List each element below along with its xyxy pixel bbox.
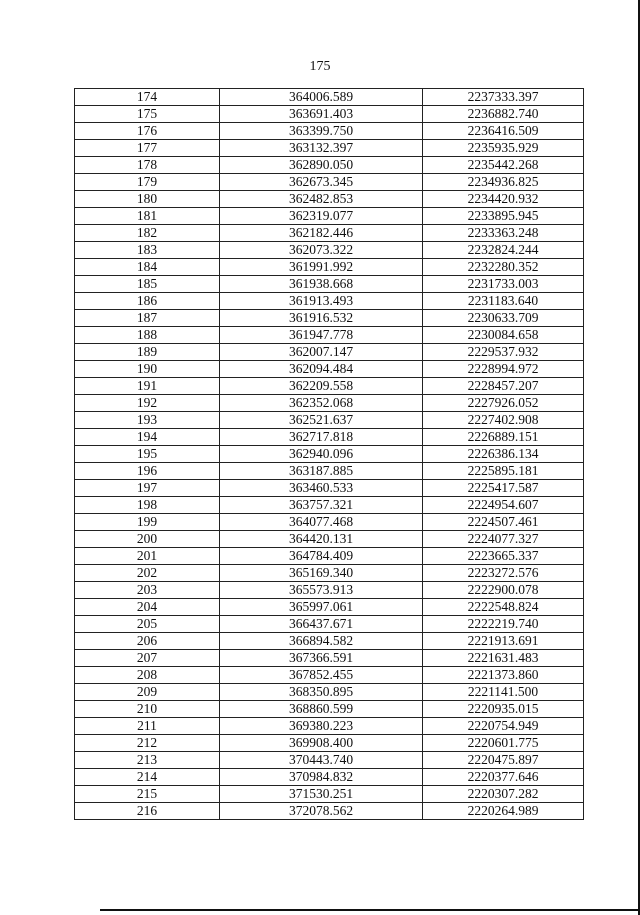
y-coordinate-cell: 2236416.509 <box>423 123 584 140</box>
y-coordinate-cell: 2222900.078 <box>423 582 584 599</box>
x-coordinate-cell: 361913.493 <box>220 293 423 310</box>
x-coordinate-cell: 370984.832 <box>220 769 423 786</box>
table-row <box>75 191 584 208</box>
point-number-cell: 174 <box>75 89 220 106</box>
y-coordinate-cell: 2227926.052 <box>423 395 584 412</box>
coordinate-table <box>74 88 584 820</box>
y-coordinate-cell: 2221141.500 <box>423 684 584 701</box>
x-coordinate-cell: 363399.750 <box>220 123 423 140</box>
y-coordinate-cell: 2220601.775 <box>423 735 584 752</box>
x-coordinate-cell: 369908.400 <box>220 735 423 752</box>
x-coordinate-cell: 362673.345 <box>220 174 423 191</box>
table-row <box>75 140 584 157</box>
point-number-cell: 187 <box>75 310 220 327</box>
page-number: 175 <box>309 59 331 74</box>
point-number-cell: 214 <box>75 769 220 786</box>
table-row <box>75 803 584 820</box>
point-number-cell: 191 <box>75 378 220 395</box>
table-row <box>75 344 584 361</box>
table-row <box>75 276 584 293</box>
x-coordinate-cell: 362182.446 <box>220 225 423 242</box>
x-coordinate-cell: 365997.061 <box>220 599 423 616</box>
table-body <box>75 89 584 820</box>
x-coordinate-cell: 367366.591 <box>220 650 423 667</box>
y-coordinate-cell: 2221631.483 <box>423 650 584 667</box>
point-number-cell: 177 <box>75 140 220 157</box>
point-number-cell: 216 <box>75 803 220 820</box>
table-row <box>75 123 584 140</box>
point-number-cell: 206 <box>75 633 220 650</box>
x-coordinate-cell: 362521.637 <box>220 412 423 429</box>
point-number-cell: 195 <box>75 446 220 463</box>
point-number-cell: 210 <box>75 701 220 718</box>
point-number-cell: 184 <box>75 259 220 276</box>
point-number-cell: 213 <box>75 752 220 769</box>
y-coordinate-cell: 2231733.003 <box>423 276 584 293</box>
point-number-cell: 183 <box>75 242 220 259</box>
table-row <box>75 718 584 735</box>
point-number-cell: 189 <box>75 344 220 361</box>
y-coordinate-cell: 2224954.607 <box>423 497 584 514</box>
x-coordinate-cell: 367852.455 <box>220 667 423 684</box>
y-coordinate-cell: 2234420.932 <box>423 191 584 208</box>
y-coordinate-cell: 2227402.908 <box>423 412 584 429</box>
y-coordinate-cell: 2230633.709 <box>423 310 584 327</box>
x-coordinate-cell: 369380.223 <box>220 718 423 735</box>
point-number-cell: 198 <box>75 497 220 514</box>
x-coordinate-cell: 362007.147 <box>220 344 423 361</box>
y-coordinate-cell: 2232824.244 <box>423 242 584 259</box>
x-coordinate-cell: 362094.484 <box>220 361 423 378</box>
point-number-cell: 190 <box>75 361 220 378</box>
x-coordinate-cell: 363132.397 <box>220 140 423 157</box>
x-coordinate-cell: 362890.050 <box>220 157 423 174</box>
table-row <box>75 378 584 395</box>
x-coordinate-cell: 368860.599 <box>220 701 423 718</box>
table-row <box>75 786 584 803</box>
x-coordinate-cell: 362940.096 <box>220 446 423 463</box>
y-coordinate-cell: 2226889.151 <box>423 429 584 446</box>
table-row <box>75 446 584 463</box>
point-number-cell: 175 <box>75 106 220 123</box>
y-coordinate-cell: 2221913.691 <box>423 633 584 650</box>
y-coordinate-cell: 2220754.949 <box>423 718 584 735</box>
y-coordinate-cell: 2230084.658 <box>423 327 584 344</box>
table-row <box>75 395 584 412</box>
table-row <box>75 565 584 582</box>
y-coordinate-cell: 2222548.824 <box>423 599 584 616</box>
x-coordinate-cell: 362209.558 <box>220 378 423 395</box>
x-coordinate-cell: 362073.322 <box>220 242 423 259</box>
x-coordinate-cell: 363460.533 <box>220 480 423 497</box>
table-row <box>75 701 584 718</box>
table-row <box>75 497 584 514</box>
table-row <box>75 242 584 259</box>
x-coordinate-cell: 361991.992 <box>220 259 423 276</box>
y-coordinate-cell: 2234936.825 <box>423 174 584 191</box>
table-row <box>75 480 584 497</box>
point-number-cell: 180 <box>75 191 220 208</box>
x-coordinate-cell: 371530.251 <box>220 786 423 803</box>
x-coordinate-cell: 368350.895 <box>220 684 423 701</box>
table-row <box>75 769 584 786</box>
y-coordinate-cell: 2225895.181 <box>423 463 584 480</box>
bottom-edge-line <box>100 909 640 911</box>
point-number-cell: 215 <box>75 786 220 803</box>
y-coordinate-cell: 2224077.327 <box>423 531 584 548</box>
y-coordinate-cell: 2228994.972 <box>423 361 584 378</box>
table-row <box>75 582 584 599</box>
x-coordinate-cell: 364784.409 <box>220 548 423 565</box>
y-coordinate-cell: 2228457.207 <box>423 378 584 395</box>
point-number-cell: 196 <box>75 463 220 480</box>
x-coordinate-cell: 370443.740 <box>220 752 423 769</box>
x-coordinate-cell: 362482.853 <box>220 191 423 208</box>
table-row <box>75 208 584 225</box>
point-number-cell: 192 <box>75 395 220 412</box>
y-coordinate-cell: 2220264.989 <box>423 803 584 820</box>
x-coordinate-cell: 363691.403 <box>220 106 423 123</box>
table-row <box>75 684 584 701</box>
x-coordinate-cell: 365573.913 <box>220 582 423 599</box>
point-number-cell: 197 <box>75 480 220 497</box>
y-coordinate-cell: 2237333.397 <box>423 89 584 106</box>
point-number-cell: 182 <box>75 225 220 242</box>
table-row <box>75 225 584 242</box>
table-row <box>75 514 584 531</box>
y-coordinate-cell: 2236882.740 <box>423 106 584 123</box>
x-coordinate-cell: 362352.068 <box>220 395 423 412</box>
table-row <box>75 752 584 769</box>
y-coordinate-cell: 2223272.576 <box>423 565 584 582</box>
table-row <box>75 174 584 191</box>
x-coordinate-cell: 363757.321 <box>220 497 423 514</box>
point-number-cell: 204 <box>75 599 220 616</box>
table-row <box>75 293 584 310</box>
y-coordinate-cell: 2233363.248 <box>423 225 584 242</box>
x-coordinate-cell: 361947.778 <box>220 327 423 344</box>
x-coordinate-cell: 363187.885 <box>220 463 423 480</box>
table-row <box>75 650 584 667</box>
y-coordinate-cell: 2229537.932 <box>423 344 584 361</box>
x-coordinate-cell: 362319.077 <box>220 208 423 225</box>
x-coordinate-cell: 364006.589 <box>220 89 423 106</box>
y-coordinate-cell: 2232280.352 <box>423 259 584 276</box>
table-row <box>75 157 584 174</box>
point-number-cell: 179 <box>75 174 220 191</box>
table-row <box>75 106 584 123</box>
y-coordinate-cell: 2222219.740 <box>423 616 584 633</box>
point-number-cell: 199 <box>75 514 220 531</box>
table-row <box>75 548 584 565</box>
y-coordinate-cell: 2235442.268 <box>423 157 584 174</box>
table-row <box>75 633 584 650</box>
x-coordinate-cell: 362717.818 <box>220 429 423 446</box>
point-number-cell: 176 <box>75 123 220 140</box>
y-coordinate-cell: 2225417.587 <box>423 480 584 497</box>
point-number-cell: 193 <box>75 412 220 429</box>
x-coordinate-cell: 365169.340 <box>220 565 423 582</box>
x-coordinate-cell: 364420.131 <box>220 531 423 548</box>
point-number-cell: 202 <box>75 565 220 582</box>
y-coordinate-cell: 2220475.897 <box>423 752 584 769</box>
x-coordinate-cell: 361916.532 <box>220 310 423 327</box>
point-number-cell: 186 <box>75 293 220 310</box>
table-row <box>75 259 584 276</box>
y-coordinate-cell: 2223665.337 <box>423 548 584 565</box>
y-coordinate-cell: 2231183.640 <box>423 293 584 310</box>
y-coordinate-cell: 2221373.860 <box>423 667 584 684</box>
table-row <box>75 599 584 616</box>
point-number-cell: 188 <box>75 327 220 344</box>
point-number-cell: 178 <box>75 157 220 174</box>
table-row <box>75 616 584 633</box>
point-number-cell: 194 <box>75 429 220 446</box>
table-row <box>75 531 584 548</box>
point-number-cell: 208 <box>75 667 220 684</box>
point-number-cell: 205 <box>75 616 220 633</box>
point-number-cell: 185 <box>75 276 220 293</box>
table-row <box>75 735 584 752</box>
table-row <box>75 327 584 344</box>
point-number-cell: 200 <box>75 531 220 548</box>
y-coordinate-cell: 2235935.929 <box>423 140 584 157</box>
point-number-cell: 211 <box>75 718 220 735</box>
point-number-cell: 212 <box>75 735 220 752</box>
point-number-cell: 207 <box>75 650 220 667</box>
y-coordinate-cell: 2224507.461 <box>423 514 584 531</box>
x-coordinate-cell: 372078.562 <box>220 803 423 820</box>
table-row <box>75 89 584 106</box>
table-row <box>75 361 584 378</box>
y-coordinate-cell: 2220307.282 <box>423 786 584 803</box>
point-number-cell: 209 <box>75 684 220 701</box>
x-coordinate-cell: 361938.668 <box>220 276 423 293</box>
x-coordinate-cell: 364077.468 <box>220 514 423 531</box>
table-row <box>75 463 584 480</box>
table-row <box>75 310 584 327</box>
point-number-cell: 181 <box>75 208 220 225</box>
point-number-cell: 201 <box>75 548 220 565</box>
y-coordinate-cell: 2226386.134 <box>423 446 584 463</box>
table-row <box>75 429 584 446</box>
table-row <box>75 412 584 429</box>
y-coordinate-cell: 2233895.945 <box>423 208 584 225</box>
table-row <box>75 667 584 684</box>
x-coordinate-cell: 366437.671 <box>220 616 423 633</box>
y-coordinate-cell: 2220935.015 <box>423 701 584 718</box>
point-number-cell: 203 <box>75 582 220 599</box>
x-coordinate-cell: 366894.582 <box>220 633 423 650</box>
y-coordinate-cell: 2220377.646 <box>423 769 584 786</box>
